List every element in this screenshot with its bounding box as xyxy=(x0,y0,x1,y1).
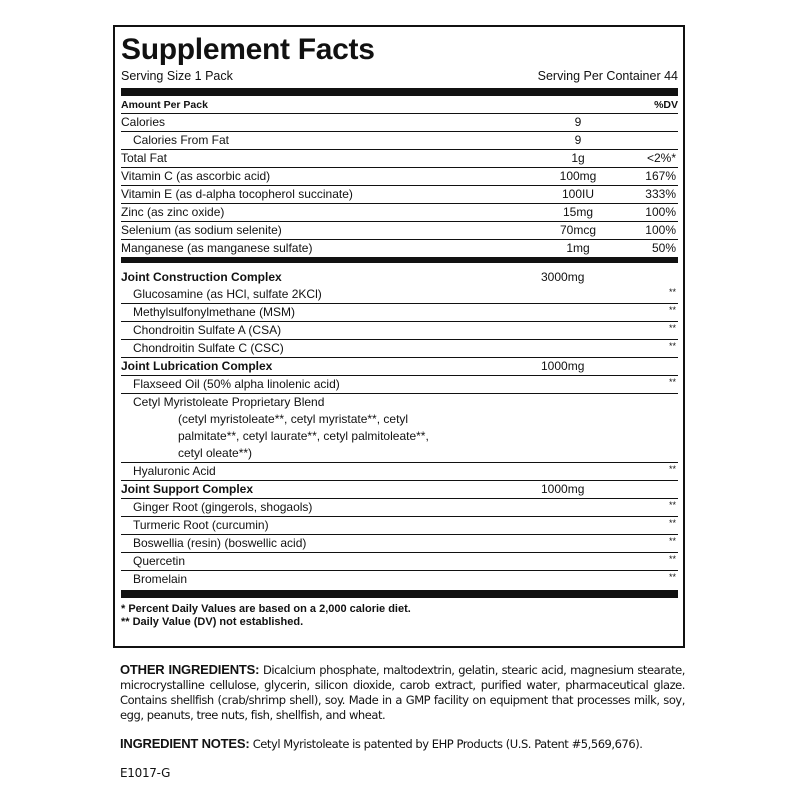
nutrient-amount: 70mcg xyxy=(559,223,597,237)
ingredient-row xyxy=(121,322,678,340)
nutrient-name: Vitamin C (as ascorbic acid) xyxy=(121,169,271,183)
nutrient-name: Selenium (as sodium selenite) xyxy=(121,223,282,237)
nutrient-amount: 100IU xyxy=(561,187,595,201)
nutrient-amount: 1g xyxy=(571,151,585,165)
nutrient-name: Vitamin E (as d-alpha tocopherol succinate) xyxy=(121,187,353,201)
nutrient-dv: <2%* xyxy=(646,151,676,165)
panel-title: Supplement Facts xyxy=(121,33,375,66)
section-amount: 3000mg xyxy=(541,270,585,284)
other-ingredients-heading: OTHER INGREDIENTS: xyxy=(120,662,260,677)
nutrient-dv: 50% xyxy=(651,241,676,255)
ingredient-row xyxy=(121,376,678,394)
section-name: Joint Lubrication Complex xyxy=(121,359,273,373)
nutrient-name: Calories xyxy=(121,115,166,129)
amount-header-row xyxy=(121,96,678,113)
footnote-dv-basis: * Percent Daily Values are based on a 2,000 calorie diet. xyxy=(121,603,411,615)
ingredient-name: Turmeric Root (curcumin) xyxy=(133,518,269,532)
blend-line: (cetyl myristoleate**, cetyl myristate**, cetyl xyxy=(178,412,409,426)
section-header-row xyxy=(121,263,678,286)
ingredient-name: Chondroitin Sulfate A (CSA) xyxy=(133,323,282,337)
blend-line: cetyl oleate**) xyxy=(178,446,253,460)
nutrient-row xyxy=(121,132,678,150)
ingredient-dv: ** xyxy=(668,305,676,315)
nutrient-row xyxy=(121,240,678,257)
ingredient-dv: ** xyxy=(668,323,676,333)
footnotes xyxy=(121,598,678,629)
joint-construction-section xyxy=(121,263,678,358)
ingredient-row xyxy=(121,517,678,535)
ingredient-dv: ** xyxy=(668,536,676,546)
ingredient-dv: ** xyxy=(668,464,676,474)
serving-info xyxy=(121,68,678,84)
ingredient-row xyxy=(121,340,678,358)
section-amount: 1000mg xyxy=(541,359,585,373)
nutrient-name: Total Fat xyxy=(121,151,168,165)
dv-header: %DV xyxy=(654,99,678,111)
nutrient-dv: 100% xyxy=(645,223,676,237)
serving-size: Serving Size 1 Pack xyxy=(121,69,233,83)
ingredient-dv: ** xyxy=(668,572,676,582)
nutrient-amount: 1mg xyxy=(566,241,590,255)
ingredient-dv: ** xyxy=(668,554,676,564)
ingredient-notes-heading: INGREDIENT NOTES: xyxy=(120,736,250,751)
amount-per-pack-header: Amount Per Pack xyxy=(121,99,208,111)
product-code: E1017-G xyxy=(120,766,171,780)
ingredient-row xyxy=(121,286,678,304)
divider-thick xyxy=(121,590,678,598)
nutrient-amount: 15mg xyxy=(562,205,594,219)
joint-support-section xyxy=(121,481,678,588)
blend-line: palmitate**, cetyl laurate**, cetyl palmitoleate**, xyxy=(178,429,429,443)
blend-name: Cetyl Myristoleate Proprietary Blend xyxy=(133,395,325,409)
ingredient-row xyxy=(121,571,678,588)
nutrient-row xyxy=(121,186,678,204)
supplement-facts-panel xyxy=(113,25,685,648)
nutrient-amount: 9 xyxy=(574,133,582,147)
nutrient-dv: 167% xyxy=(645,169,676,183)
ingredient-name: Bromelain xyxy=(133,572,188,586)
nutrient-rows xyxy=(121,114,678,257)
section-name: Joint Support Complex xyxy=(121,482,253,496)
nutrient-amount: 9 xyxy=(574,115,582,129)
footnote-dv-not-established: ** Daily Value (DV) not established. xyxy=(121,616,304,628)
ingredient-dv: ** xyxy=(668,518,676,528)
ingredient-dv: ** xyxy=(668,377,676,387)
ingredient-row xyxy=(121,553,678,571)
ingredient-name: Quercetin xyxy=(133,554,186,568)
ingredient-name: Flaxseed Oil (50% alpha linolenic acid) xyxy=(133,377,340,391)
ingredient-name: Boswellia (resin) (boswellic acid) xyxy=(133,536,307,550)
nutrient-amount: 100mg xyxy=(559,169,597,183)
servings-per-container: Serving Per Container 44 xyxy=(537,69,678,83)
section-name: Joint Construction Complex xyxy=(121,270,282,284)
nutrient-row xyxy=(121,168,678,186)
nutrient-row xyxy=(121,114,678,132)
blend-components xyxy=(133,411,678,462)
section-header-row xyxy=(121,358,678,376)
ingredient-name: Glucosamine (as HCl, sulfate 2KCl) xyxy=(133,287,322,301)
section-header-row xyxy=(121,481,678,499)
ingredient-row xyxy=(121,463,678,481)
nutrient-name: Zinc (as zinc oxide) xyxy=(121,205,225,219)
ingredient-row xyxy=(121,304,678,322)
joint-lubrication-section xyxy=(121,358,678,481)
ingredient-row xyxy=(121,499,678,517)
ingredient-dv: ** xyxy=(668,341,676,351)
nutrient-dv: 333% xyxy=(645,187,676,201)
ingredient-name: Chondroitin Sulfate C (CSC) xyxy=(133,341,284,355)
blend-row xyxy=(121,394,678,463)
ingredient-name: Methylsulfonylmethane (MSM) xyxy=(133,305,296,319)
section-amount: 1000mg xyxy=(541,482,585,496)
ingredient-notes-text: Cetyl Myristoleate is patented by EHP Products (U.S. Patent #5,569,676). xyxy=(249,737,643,751)
other-ingredients xyxy=(120,662,685,723)
blend-block xyxy=(121,394,678,462)
ingredient-row xyxy=(121,535,678,553)
divider-thick xyxy=(121,88,678,96)
ingredient-dv: ** xyxy=(668,287,676,297)
nutrient-row xyxy=(121,222,678,240)
nutrient-name: Calories From Fat xyxy=(133,133,230,147)
nutrient-row xyxy=(121,204,678,222)
ingredient-dv: ** xyxy=(668,500,676,510)
ingredient-name: Ginger Root (gingerols, shogaols) xyxy=(133,500,313,514)
ingredient-notes xyxy=(120,736,685,752)
nutrient-name: Manganese (as manganese sulfate) xyxy=(121,241,313,255)
nutrient-dv: 100% xyxy=(645,205,676,219)
other-ingredients-text: Dicalcium phosphate, maltodextrin, gelatin, stearic acid, magnesium stearate, microcrystalline cellulose, glycerin, silicon dioxide, carob extract, purified water, pharmaceutical glaze. Contains shellfish (crab/shrimp shell), soy. Made in a GMP facility on equipment that processes milk, soy, egg, peanuts, tree nuts, fish, shellfish, and wheat. xyxy=(120,663,685,722)
ingredient-name: Hyaluronic Acid xyxy=(133,464,216,478)
nutrient-row xyxy=(121,150,678,168)
